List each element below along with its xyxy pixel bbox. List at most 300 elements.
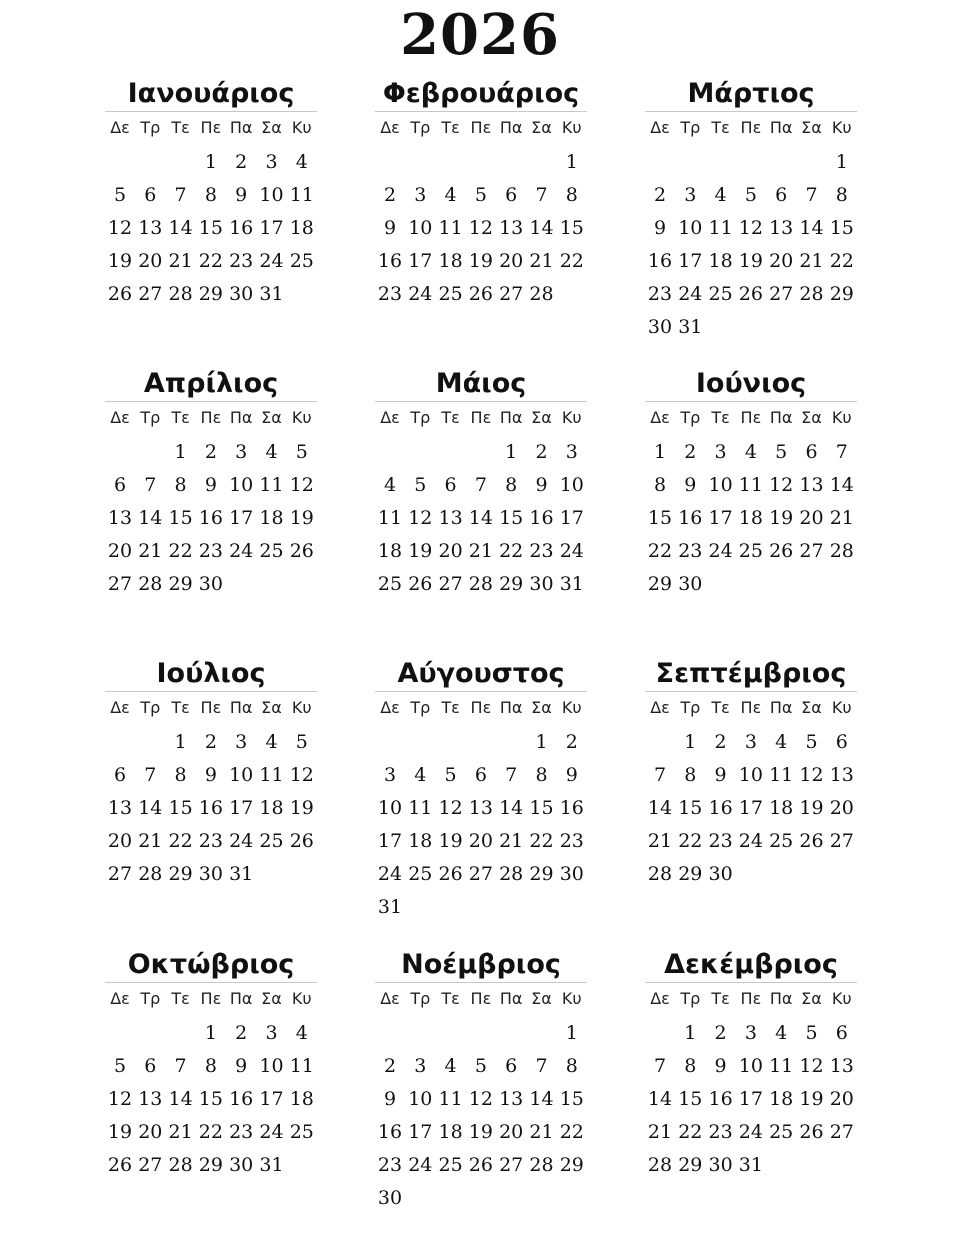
day-number: 1: [204, 151, 217, 173]
day-number: 1: [835, 151, 848, 173]
day-number: 23: [708, 830, 733, 852]
day-number: 2: [684, 441, 697, 463]
day-number: 17: [408, 1121, 433, 1143]
day-number: 21: [168, 1121, 193, 1143]
day-number: 14: [799, 217, 824, 239]
day-number: 25: [289, 1121, 314, 1143]
weekday-header: Σα: [261, 698, 282, 717]
day-number: 29: [829, 283, 854, 305]
day-number: 11: [408, 797, 433, 819]
day-number: 4: [744, 441, 757, 463]
day-number: 14: [168, 217, 193, 239]
day-number: 16: [198, 507, 223, 529]
day-number: 30: [529, 573, 554, 595]
weekday-header: Τε: [441, 118, 460, 137]
day-number: 12: [799, 1055, 824, 1077]
day-number: 5: [805, 731, 818, 753]
day-number: 17: [229, 797, 254, 819]
day-number: 29: [529, 863, 554, 885]
weekday-header: Πα: [499, 989, 523, 1008]
day-number: 4: [444, 184, 457, 206]
day-number: 13: [799, 474, 824, 496]
day-number: 28: [647, 863, 673, 885]
day-number: 29: [559, 1154, 584, 1176]
day-number: 23: [678, 540, 703, 562]
day-number: 20: [138, 250, 163, 272]
day-number: 6: [144, 1055, 157, 1077]
day-number: 25: [438, 283, 463, 305]
day-number: 13: [107, 507, 133, 529]
weekday-header: Πα: [229, 118, 253, 137]
day-number: 22: [678, 1121, 703, 1143]
day-number: 16: [529, 507, 554, 529]
day-number: 28: [799, 283, 824, 305]
day-number: 21: [529, 250, 554, 272]
day-number: 27: [107, 863, 133, 885]
day-number: 22: [499, 540, 524, 562]
day-number: 27: [769, 283, 794, 305]
day-number: 5: [775, 441, 788, 463]
weekday-header: Τε: [441, 698, 460, 717]
day-number: 23: [529, 540, 554, 562]
day-number: 24: [408, 283, 433, 305]
day-number: 25: [289, 250, 314, 272]
day-number: 26: [769, 540, 794, 562]
day-number: 20: [438, 540, 463, 562]
month-name: Φεβρουάριος: [375, 77, 587, 112]
weekday-header: Δε: [110, 698, 130, 717]
day-number: 15: [678, 797, 703, 819]
weekday-header: Τε: [711, 698, 730, 717]
day-number: 20: [499, 250, 524, 272]
day-number: 23: [708, 1121, 733, 1143]
day-number: 14: [647, 797, 673, 819]
day-number: 12: [468, 217, 493, 239]
day-number: 30: [198, 863, 223, 885]
day-number: 25: [259, 540, 284, 562]
day-number: 7: [835, 441, 848, 463]
day-number: 10: [738, 1055, 763, 1077]
day-number: 18: [408, 830, 433, 852]
day-number: 22: [559, 1121, 584, 1143]
weekday-header: Πα: [229, 989, 253, 1008]
day-number: 30: [229, 1154, 254, 1176]
day-number: 19: [799, 797, 824, 819]
day-number: 19: [468, 250, 493, 272]
day-number: 27: [829, 830, 854, 852]
day-number: 6: [775, 184, 788, 206]
day-number: 25: [769, 1121, 794, 1143]
day-number: 12: [738, 217, 763, 239]
day-number: 3: [235, 731, 248, 753]
day-number: 14: [529, 217, 554, 239]
weekday-header: Τρ: [140, 989, 161, 1008]
day-number: 7: [653, 1055, 667, 1077]
day-number: 3: [684, 184, 697, 206]
month-name: Οκτώβριος: [105, 948, 317, 983]
month-name: Δεκέμβριος: [645, 948, 857, 983]
day-number: 1: [505, 441, 518, 463]
day-number: 2: [383, 184, 397, 206]
weekday-header: Δε: [380, 698, 400, 717]
weekday-header: Πε: [740, 698, 762, 717]
day-number: 30: [559, 863, 584, 885]
day-number: 13: [829, 764, 854, 786]
day-number: 6: [805, 441, 818, 463]
day-number: 21: [138, 830, 163, 852]
day-number: 21: [799, 250, 824, 272]
day-number: 25: [738, 540, 763, 562]
day-number: 19: [408, 540, 433, 562]
day-number: 21: [829, 507, 854, 529]
day-number: 6: [474, 764, 487, 786]
day-number: 16: [708, 1088, 733, 1110]
weekday-header: Πε: [740, 408, 762, 427]
day-number: 18: [769, 1088, 794, 1110]
month-name: Νοέμβριος: [375, 948, 587, 983]
day-number: 27: [138, 1154, 163, 1176]
weekday-header: Τρ: [680, 118, 701, 137]
day-number: 9: [235, 1055, 248, 1077]
weekday-header: Τε: [171, 408, 190, 427]
day-number: 23: [198, 540, 223, 562]
weekday-header: Σα: [531, 698, 552, 717]
day-number: 28: [138, 573, 163, 595]
weekday-header: Σα: [801, 408, 822, 427]
day-number: 31: [229, 863, 254, 885]
day-number: 18: [289, 217, 314, 239]
day-number: 14: [468, 507, 493, 529]
day-number: 30: [377, 1187, 403, 1209]
weekday-header: Πα: [769, 408, 793, 427]
day-number: 31: [259, 1154, 284, 1176]
day-number: 22: [647, 540, 673, 562]
day-number: 5: [295, 731, 308, 753]
month-name: Αύγουστος: [375, 657, 587, 692]
day-number: 15: [559, 217, 584, 239]
day-number: 4: [295, 151, 308, 173]
day-number: 26: [468, 283, 493, 305]
day-number: 3: [744, 1022, 757, 1044]
day-number: 3: [744, 731, 757, 753]
day-number: 26: [107, 1154, 133, 1176]
day-number: 22: [829, 250, 854, 272]
day-number: 9: [235, 184, 248, 206]
day-number: 19: [799, 1088, 824, 1110]
day-number: 4: [265, 731, 278, 753]
day-number: 23: [377, 1154, 403, 1176]
year-title: 2026: [400, 2, 560, 68]
weekday-header: Κυ: [831, 989, 852, 1008]
day-number: 9: [684, 474, 697, 496]
day-number: 23: [229, 1121, 254, 1143]
day-number: 29: [198, 283, 223, 305]
weekday-header: Σα: [801, 118, 822, 137]
weekday-header: Τρ: [680, 989, 701, 1008]
day-number: 7: [144, 764, 157, 786]
day-number: 16: [708, 797, 733, 819]
day-number: 4: [295, 1022, 308, 1044]
day-number: 9: [565, 764, 578, 786]
day-number: 29: [499, 573, 524, 595]
day-number: 1: [565, 151, 578, 173]
day-number: 9: [383, 217, 397, 239]
day-number: 24: [377, 863, 403, 885]
weekday-header: Δε: [650, 118, 670, 137]
day-number: 29: [678, 1154, 703, 1176]
weekday-header: Τε: [171, 698, 190, 717]
day-number: 21: [468, 540, 493, 562]
weekday-header: Κυ: [831, 408, 852, 427]
day-number: 15: [499, 507, 524, 529]
day-number: 24: [678, 283, 703, 305]
day-number: 10: [678, 217, 703, 239]
day-number: 7: [805, 184, 818, 206]
day-number: 24: [229, 540, 254, 562]
day-number: 11: [438, 217, 463, 239]
day-number: 22: [559, 250, 584, 272]
day-number: 10: [708, 474, 733, 496]
day-number: 11: [769, 1055, 794, 1077]
day-number: 3: [235, 441, 248, 463]
day-number: 11: [708, 217, 733, 239]
day-number: 27: [107, 573, 133, 595]
day-number: 24: [738, 830, 763, 852]
weekday-header: Τρ: [140, 118, 161, 137]
day-number: 27: [438, 573, 463, 595]
day-number: 11: [259, 764, 284, 786]
day-number: 12: [289, 764, 314, 786]
day-number: 19: [289, 507, 314, 529]
day-number: 8: [505, 474, 518, 496]
weekday-header: Τρ: [680, 698, 701, 717]
weekday-header: Τρ: [140, 408, 161, 427]
day-number: 28: [829, 540, 854, 562]
day-number: 13: [468, 797, 493, 819]
day-number: 20: [107, 540, 133, 562]
day-number: 2: [714, 1022, 727, 1044]
day-number: 12: [408, 507, 433, 529]
day-number: 15: [168, 797, 193, 819]
day-number: 10: [377, 797, 403, 819]
weekday-header: Κυ: [561, 408, 582, 427]
day-number: 28: [468, 573, 493, 595]
day-number: 30: [198, 573, 223, 595]
day-number: 20: [829, 797, 854, 819]
day-number: 15: [829, 217, 854, 239]
day-number: 18: [438, 1121, 463, 1143]
day-number: 31: [678, 316, 703, 338]
day-number: 20: [499, 1121, 524, 1143]
weekday-header: Σα: [801, 698, 822, 717]
weekday-header: Πα: [229, 408, 253, 427]
day-number: 7: [653, 764, 667, 786]
day-number: 12: [438, 797, 463, 819]
day-number: 29: [647, 573, 673, 595]
weekday-header: Πε: [740, 989, 762, 1008]
weekday-header: Δε: [380, 989, 400, 1008]
day-number: 28: [529, 283, 554, 305]
day-number: 11: [377, 507, 403, 529]
weekday-header: Κυ: [561, 698, 582, 717]
day-number: 5: [414, 474, 427, 496]
day-number: 1: [174, 441, 187, 463]
day-number: 4: [775, 731, 788, 753]
day-number: 16: [678, 507, 703, 529]
day-number: 13: [438, 507, 463, 529]
day-number: 18: [289, 1088, 314, 1110]
day-number: 2: [204, 731, 217, 753]
day-number: 27: [468, 863, 493, 885]
day-number: 26: [799, 830, 824, 852]
day-number: 8: [204, 184, 217, 206]
day-number: 7: [535, 184, 548, 206]
day-number: 4: [265, 441, 278, 463]
day-number: 4: [383, 474, 397, 496]
weekday-header: Κυ: [291, 408, 312, 427]
day-number: 12: [107, 1088, 133, 1110]
day-number: 24: [259, 1121, 284, 1143]
day-number: 6: [835, 1022, 848, 1044]
day-number: 31: [559, 573, 584, 595]
day-number: 20: [799, 507, 824, 529]
day-number: 24: [559, 540, 584, 562]
day-number: 5: [474, 1055, 487, 1077]
day-number: 22: [198, 250, 223, 272]
month-block: [645, 948, 857, 1218]
month-block: [105, 657, 317, 927]
day-number: 17: [708, 507, 733, 529]
day-number: 13: [499, 217, 524, 239]
weekday-header: Κυ: [291, 989, 312, 1008]
weekday-header: Πα: [499, 118, 523, 137]
weekday-header: Κυ: [831, 698, 852, 717]
day-number: 18: [738, 507, 763, 529]
day-number: 26: [289, 540, 314, 562]
month-name: Ιούλιος: [105, 657, 317, 692]
day-number: 26: [799, 1121, 824, 1143]
month-name: Απρίλιος: [105, 367, 317, 402]
day-number: 8: [204, 1055, 217, 1077]
day-number: 25: [408, 863, 433, 885]
month-block: [645, 77, 857, 347]
day-number: 22: [168, 540, 193, 562]
day-number: 1: [174, 731, 187, 753]
day-number: 22: [529, 830, 554, 852]
weekday-header: Τε: [171, 118, 190, 137]
day-number: 10: [408, 217, 433, 239]
day-number: 30: [708, 1154, 733, 1176]
weekday-header: Πε: [200, 989, 222, 1008]
day-number: 2: [235, 151, 248, 173]
day-number: 26: [738, 283, 763, 305]
weekday-header: Τε: [441, 989, 460, 1008]
day-number: 19: [289, 797, 314, 819]
day-number: 13: [499, 1088, 524, 1110]
day-number: 5: [113, 1055, 127, 1077]
day-number: 10: [229, 474, 254, 496]
day-number: 16: [377, 250, 403, 272]
day-number: 19: [107, 250, 133, 272]
weekday-header: Πε: [200, 118, 222, 137]
weekday-header: Κυ: [291, 698, 312, 717]
day-number: 15: [529, 797, 554, 819]
day-number: 5: [444, 764, 457, 786]
day-number: 8: [174, 764, 187, 786]
day-number: 14: [138, 797, 163, 819]
day-number: 3: [565, 441, 578, 463]
day-number: 10: [229, 764, 254, 786]
weekday-header: Τε: [441, 408, 460, 427]
day-number: 3: [414, 184, 427, 206]
weekday-header: Κυ: [291, 118, 312, 137]
day-number: 20: [468, 830, 493, 852]
weekday-header: Δε: [650, 408, 670, 427]
day-number: 2: [714, 731, 727, 753]
weekday-header: Πα: [499, 698, 523, 717]
day-number: 23: [377, 283, 403, 305]
weekday-header: Πε: [470, 698, 492, 717]
day-number: 27: [499, 1154, 524, 1176]
day-number: 23: [229, 250, 254, 272]
day-number: 28: [168, 1154, 193, 1176]
day-number: 14: [138, 507, 163, 529]
day-number: 24: [738, 1121, 763, 1143]
weekday-header: Πα: [229, 698, 253, 717]
day-number: 4: [775, 1022, 788, 1044]
day-number: 22: [168, 830, 193, 852]
day-number: 3: [265, 1022, 278, 1044]
day-number: 23: [198, 830, 223, 852]
day-number: 25: [377, 573, 403, 595]
day-number: 2: [383, 1055, 397, 1077]
day-number: 12: [107, 217, 133, 239]
day-number: 8: [684, 764, 697, 786]
day-number: 27: [829, 1121, 854, 1143]
day-number: 17: [229, 507, 254, 529]
day-number: 5: [744, 184, 757, 206]
day-number: 25: [708, 283, 733, 305]
weekday-header: Κυ: [561, 118, 582, 137]
weekday-header: Πα: [499, 408, 523, 427]
day-number: 16: [377, 1121, 403, 1143]
day-number: 4: [714, 184, 727, 206]
day-number: 7: [505, 764, 518, 786]
day-number: 29: [168, 573, 193, 595]
day-number: 26: [289, 830, 314, 852]
weekday-header: Κυ: [831, 118, 852, 137]
weekday-header: Σα: [261, 989, 282, 1008]
day-number: 21: [138, 540, 163, 562]
day-number: 17: [408, 250, 433, 272]
day-number: 11: [738, 474, 763, 496]
day-number: 1: [204, 1022, 217, 1044]
weekday-header: Τρ: [410, 698, 431, 717]
day-number: 28: [138, 863, 163, 885]
day-number: 15: [678, 1088, 703, 1110]
day-number: 2: [235, 1022, 248, 1044]
day-number: 1: [653, 441, 667, 463]
weekday-header: Τρ: [410, 989, 431, 1008]
day-number: 18: [377, 540, 403, 562]
day-number: 29: [168, 863, 193, 885]
day-number: 12: [468, 1088, 493, 1110]
day-number: 6: [113, 764, 127, 786]
day-number: 21: [647, 1121, 673, 1143]
weekday-header: Σα: [261, 118, 282, 137]
day-number: 28: [529, 1154, 554, 1176]
weekday-header: Δε: [380, 408, 400, 427]
